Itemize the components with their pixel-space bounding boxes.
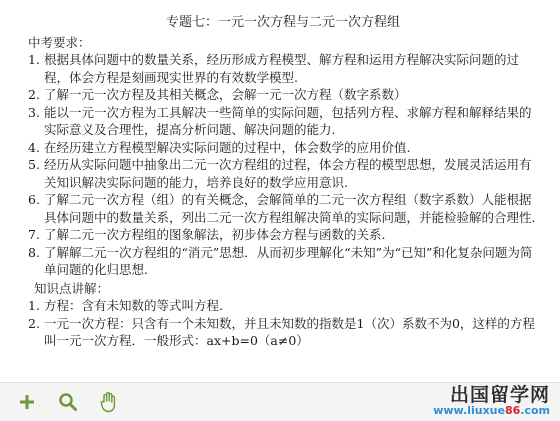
requirement-item-text: 了解二元一次方程（组）的有关概念，会解简单的二元一次方程组（数字系数）人能根据具体问题中的数量关系，列出二元一次方程组解决简单的实际问题，并能检验解的合理性. [44,192,536,225]
viewer-toolbar [0,382,560,421]
knowledge-list [28,297,538,350]
knowledge-item [28,315,538,350]
requirement-item-text: 经历从实际问题中抽象出二元一次方程组的过程，体会方程的模型思想，发展灵活运用有关知识解决实际问题的能力，培养良好的数学应用意识. [44,157,532,190]
requirement-item-number: 4. [28,139,40,155]
requirement-item-text: 在经历建立方程模型解决实际问题的过程中，体会数学的应用价值. [44,139,411,155]
knowledge-item-text: 一元一次方程：只含有一个未知数，并且未知数的指数是1（次）系数不为0，这样的方程叫一元一次方程．一般形式：ax+b=0（a≠0） [44,315,535,348]
requirement-item [28,51,538,86]
requirement-item [28,104,538,139]
brand-url: www.liuxue86.com [433,404,550,417]
requirement-item-text: 能以一元一次方程为工具解决一些简单的实际问题，包括列方程、求解方程和解释结果的实际意义及合理性，提高分析问题、解决问题的能力. [44,104,532,137]
requirement-item-number: 8. [28,244,40,260]
site-logo [433,385,550,417]
requirement-item [28,244,538,279]
requirement-item-text: 了解二元一次方程组的图象解法，初步体会方程与函数的关系. [44,227,386,242]
requirement-item-number: 7. [28,227,40,242]
requirement-item-number: 1. [28,52,40,67]
zoom-in-icon[interactable] [16,391,38,413]
requirement-item [28,191,538,226]
requirement-item-number: 2. [28,87,40,102]
requirement-item [28,139,538,157]
knowledge-heading: 知识点讲解： [34,280,110,296]
requirement-item [28,86,538,104]
knowledge-item-number: 2. [28,315,40,331]
knowledge-item [28,297,538,315]
document-title: 专题七：一元一次方程与二元一次方程组 [165,15,400,30]
requirements-list [28,51,538,279]
requirement-item-number: 6. [28,192,40,207]
requirement-item-text: 根据具体问题中的数量关系，经历形成方程模型、解方程和运用方程解决实际问题的过程，体会方程是刻画现实世界的有效数学模型. [44,52,520,85]
requirement-item-number: 3. [28,104,40,120]
requirement-item [28,226,538,244]
requirement-item-number: 5. [28,157,40,172]
knowledge-item-number: 1. [28,298,40,313]
requirement-item [28,156,538,191]
requirements-heading: 中考要求： [28,34,91,50]
brand-name: 出国留学网 [449,384,550,406]
search-icon[interactable] [57,391,79,413]
requirement-item-text: 了解解二元一次方程组的“消元”思想．从而初步理解化“未知”为“已知”和化复杂问题为简单问题的化归思想. [44,244,533,277]
hand-pan-icon[interactable] [98,391,120,413]
knowledge-item-text: 方程：含有未知数的等式叫方程. [44,298,223,313]
requirement-item-text: 了解一元一次方程及其相关概念，会解一元一次方程（数字系数） [44,87,407,102]
